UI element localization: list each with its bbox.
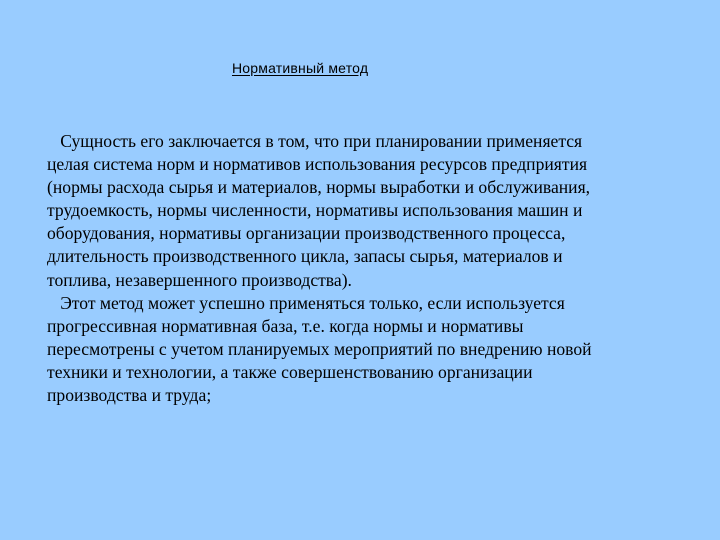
- paragraph-1: [47, 130, 687, 292]
- paragraph-line: техники и технологии, а также совершенствованию организации: [47, 361, 533, 382]
- paragraph-line: топлива, незавершенного производства).: [47, 269, 352, 290]
- paragraph-line: Сущность его заключается в том, что при планировании применяется: [47, 131, 583, 151]
- paragraph-line: целая система норм и нормативов использования ресурсов предприятия: [47, 154, 588, 175]
- paragraph-2: [47, 292, 687, 407]
- paragraph-line: прогрессивная нормативная база, т.е. когда нормы и нормативы: [47, 315, 524, 336]
- paragraph-line: (нормы расхода сырья и материалов, нормы выработки и обслуживания,: [47, 177, 591, 198]
- paragraph-line: производства и труда;: [47, 385, 212, 406]
- paragraph-line: оборудования, нормативы организации производственного процесса,: [47, 223, 566, 244]
- paragraph-line: длительность производственного цикла, запасы сырья, материалов и: [47, 246, 563, 267]
- paragraph-line: пересмотрены с учетом планируемых мероприятий по внедрению новой: [47, 338, 592, 359]
- slide-body: [47, 130, 687, 407]
- paragraph-line: трудоемкость, нормы численности, нормативы использования машин и: [47, 200, 583, 221]
- paragraph-line: Этот метод может успешно применяться только, если используется: [47, 292, 565, 313]
- slide-title: Нормативный метод: [232, 60, 369, 76]
